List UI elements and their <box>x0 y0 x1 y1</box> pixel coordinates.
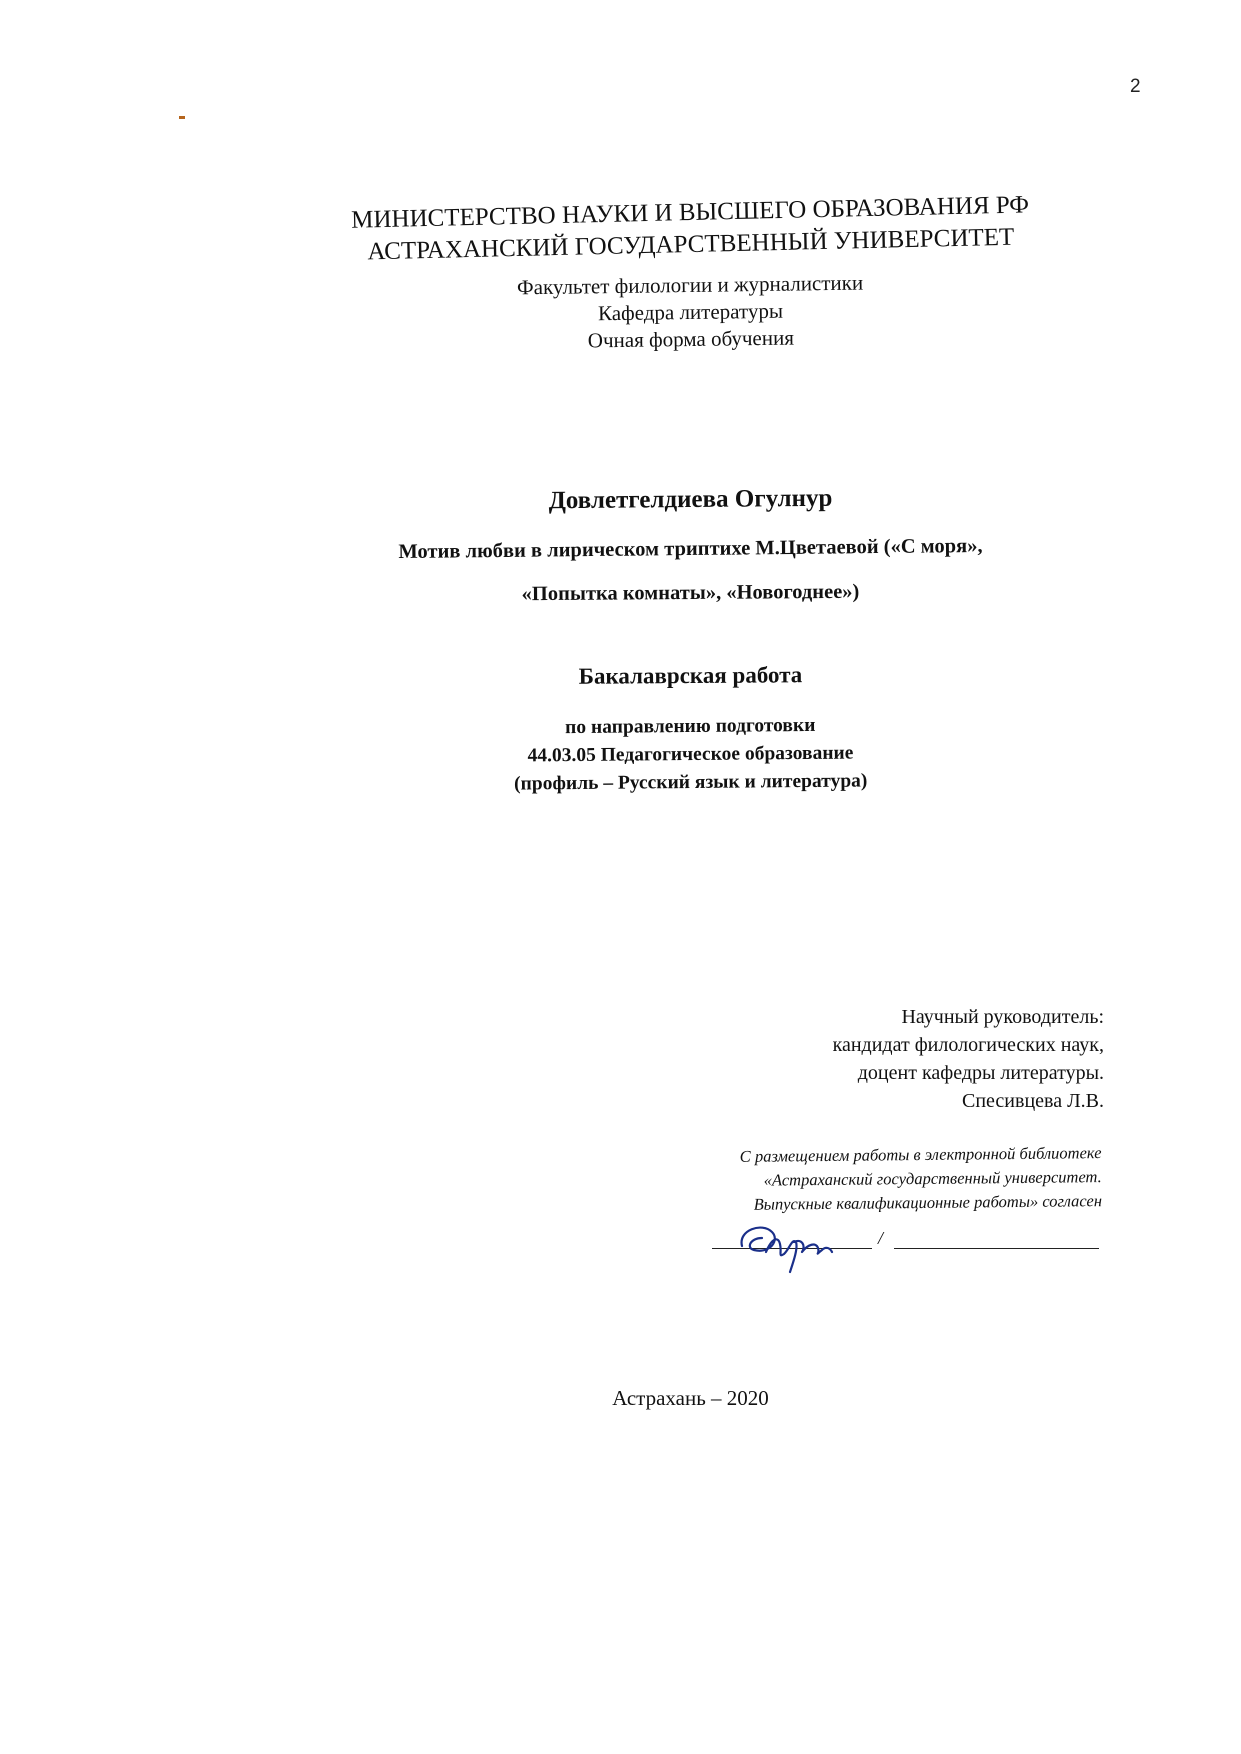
supervisor-position: доцент кафедры литературы. <box>857 1062 1104 1084</box>
scan-speck <box>179 116 185 119</box>
handwritten-signature <box>732 1208 852 1278</box>
signature-separator: / <box>878 1228 884 1248</box>
direction-line-2: 44.03.05 Педагогическое образование <box>527 742 854 767</box>
topic-line-2: «Попытка комнаты», «Новогоднее») <box>521 580 860 606</box>
ministry-name: МИНИСТЕРСТВО НАУКИ И ВЫСШЕГО ОБРАЗОВАНИЯ РФ <box>350 191 1030 234</box>
faculty-block <box>69 263 1241 361</box>
library-consent <box>740 1141 1102 1217</box>
consent-line-3: Выпускные квалификационные работы» согласен <box>753 1191 1103 1214</box>
city-year: Астрахань – 2020 <box>612 1386 769 1410</box>
signature-area <box>712 1208 1112 1278</box>
work-type: Бакалаврская работа <box>578 662 803 689</box>
study-direction <box>70 708 1241 803</box>
topic-line-1: Мотив любви в лирическом триптихе М.Цветаевой («С моря», <box>398 534 983 564</box>
page-number: 2 <box>1130 76 1141 97</box>
decryption-line <box>894 1248 1099 1249</box>
supervisor-name: Спесивцева Л.В. <box>962 1090 1104 1112</box>
supervisor-label: Научный руководитель: <box>901 1006 1104 1028</box>
consent-line-1: С размещением работы в электронной библиотеке <box>739 1143 1102 1166</box>
faculty-name: Факультет филологии и журналистики <box>516 270 864 300</box>
consent-line-2: «Астраханский государственный университет. <box>763 1167 1103 1190</box>
university-name: АСТРАХАНСКИЙ ГОСУДАРСТВЕННЫЙ УНИВЕРСИТЕТ <box>367 223 1015 266</box>
author-name: Довлетгелдиева Огулнур <box>548 484 833 515</box>
institution-header <box>69 183 1241 275</box>
department-name: Кафедра литературы <box>597 298 784 326</box>
supervisor-block <box>833 1003 1104 1115</box>
supervisor-degree: кандидат филологических наук, <box>832 1034 1104 1056</box>
study-form: Очная форма обучения <box>587 325 795 353</box>
direction-line-1: по направлению подготовки <box>565 714 816 739</box>
direction-line-3: (профиль – Русский язык и литература) <box>514 770 868 795</box>
